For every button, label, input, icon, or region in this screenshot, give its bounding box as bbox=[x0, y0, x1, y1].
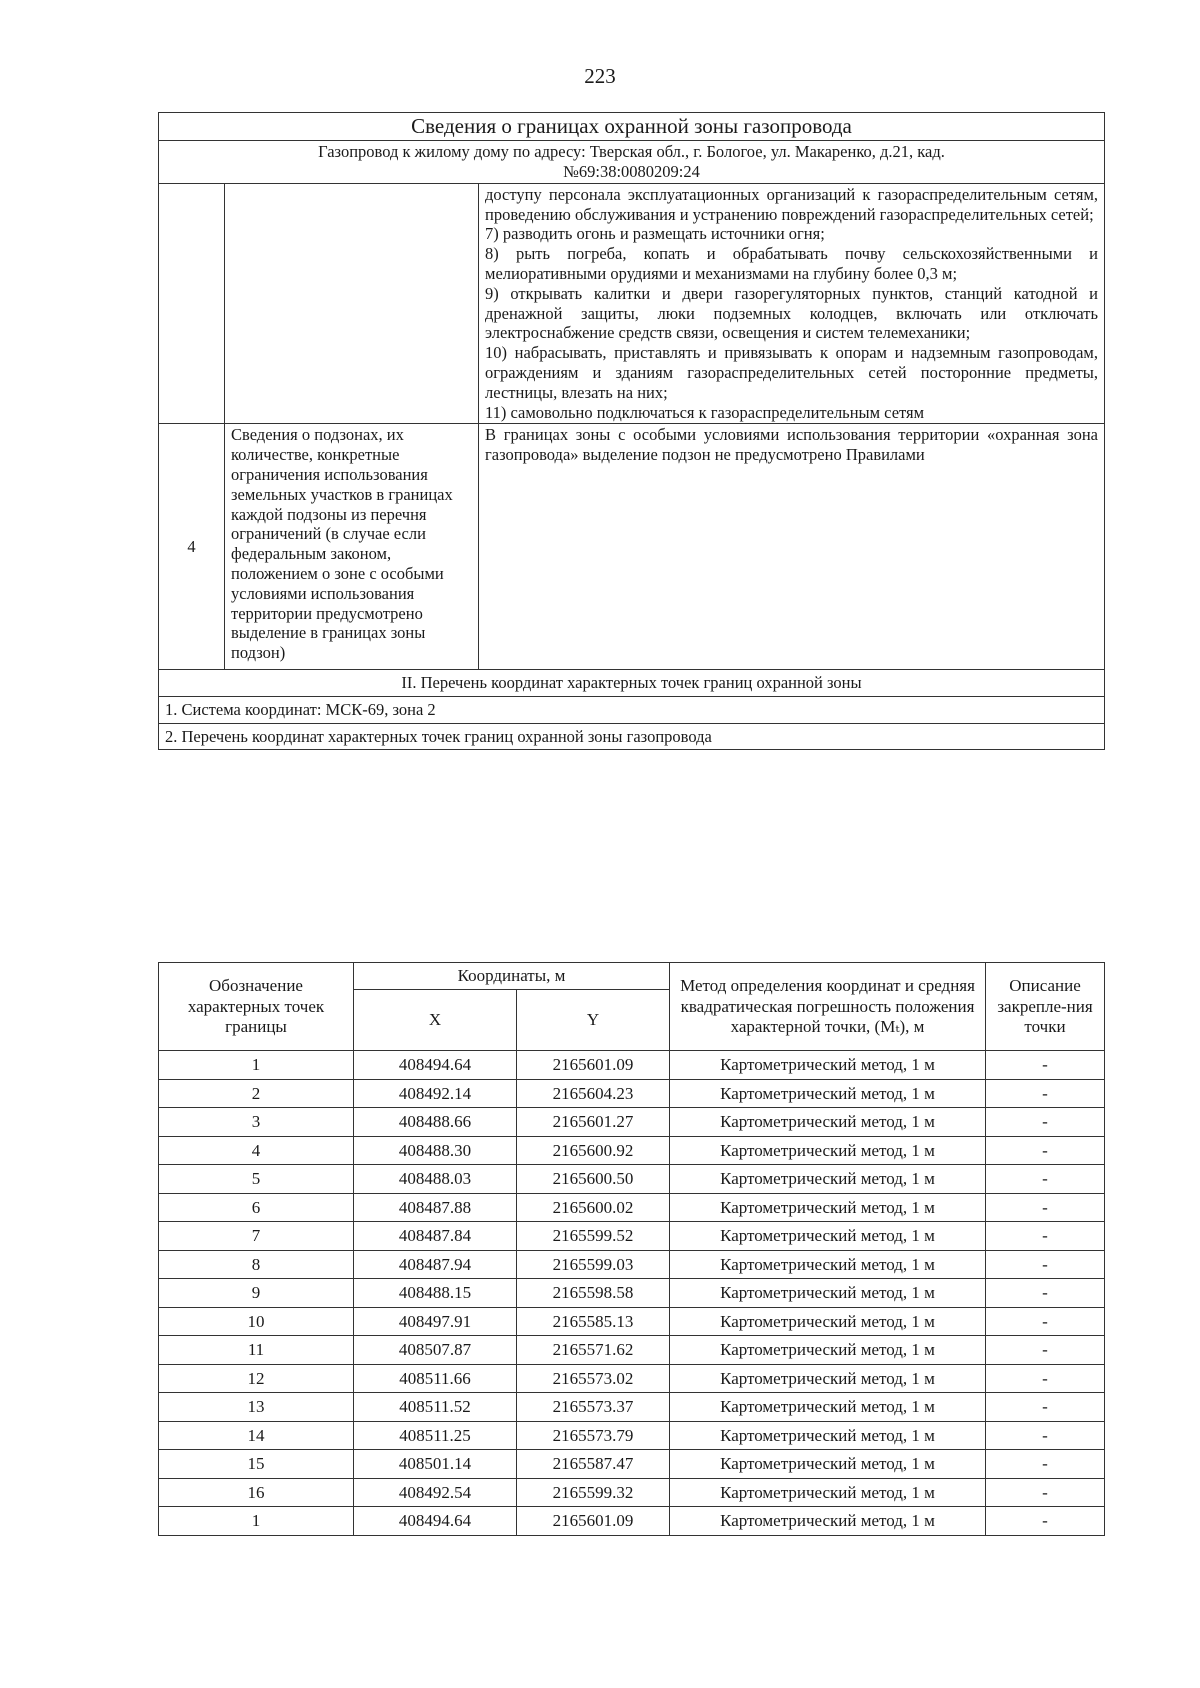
x-coordinate-cell: 408488.15 bbox=[354, 1279, 517, 1308]
point-number-cell: 13 bbox=[159, 1393, 354, 1422]
x-coordinate-cell: 408488.66 bbox=[354, 1108, 517, 1137]
restriction-line: 8) рыть погреба, копать и обрабатывать почву сельскохозяйственными и мелиоративными орудиями и механизмами на глубину более 0,3 м; bbox=[485, 244, 1099, 283]
x-coordinate-cell: 408511.66 bbox=[354, 1364, 517, 1393]
header-x: X bbox=[354, 990, 517, 1051]
method-cell: Картометрический метод, 1 м bbox=[670, 1279, 986, 1308]
method-cell: Картометрический метод, 1 м bbox=[670, 1364, 986, 1393]
x-coordinate-cell: 408492.14 bbox=[354, 1079, 517, 1108]
method-cell: Картометрический метод, 1 м bbox=[670, 1108, 986, 1137]
header-description: Описание закрепле-ния точки bbox=[986, 963, 1105, 1051]
description-cell: - bbox=[986, 1193, 1105, 1222]
description-cell: - bbox=[986, 1393, 1105, 1422]
y-coordinate-cell: 2165601.09 bbox=[517, 1051, 670, 1080]
y-coordinate-cell: 2165571.62 bbox=[517, 1336, 670, 1365]
y-coordinate-cell: 2165600.50 bbox=[517, 1165, 670, 1194]
table-row bbox=[159, 1165, 1105, 1194]
table-row bbox=[159, 1507, 1105, 1536]
subzones-value bbox=[479, 424, 1105, 670]
point-number-cell: 1 bbox=[159, 1507, 354, 1536]
x-coordinate-cell: 408487.94 bbox=[354, 1250, 517, 1279]
x-coordinate-cell: 408488.03 bbox=[354, 1165, 517, 1194]
table-row bbox=[159, 1279, 1105, 1308]
point-number-cell: 16 bbox=[159, 1478, 354, 1507]
coordinates-list-title: 2. Перечень координат характерных точек границ охранной зоны газопровода bbox=[159, 723, 1105, 750]
table-row bbox=[159, 1450, 1105, 1479]
table-row bbox=[159, 1478, 1105, 1507]
y-coordinate-cell: 2165573.79 bbox=[517, 1421, 670, 1450]
description-cell: - bbox=[986, 1108, 1105, 1137]
point-number-cell: 8 bbox=[159, 1250, 354, 1279]
point-number-cell: 14 bbox=[159, 1421, 354, 1450]
gas-pipeline-address bbox=[159, 141, 1105, 184]
y-coordinate-cell: 2165601.09 bbox=[517, 1507, 670, 1536]
point-number-cell: 10 bbox=[159, 1307, 354, 1336]
y-coordinate-cell: 2165573.02 bbox=[517, 1364, 670, 1393]
y-coordinate-cell: 2165587.47 bbox=[517, 1450, 670, 1479]
point-number-cell: 7 bbox=[159, 1222, 354, 1251]
description-cell: - bbox=[986, 1051, 1105, 1080]
table-row bbox=[159, 1250, 1105, 1279]
description-cell: - bbox=[986, 1478, 1105, 1507]
method-cell: Картометрический метод, 1 м bbox=[670, 1051, 986, 1080]
document-title: Сведения о границах охранной зоны газопровода bbox=[159, 113, 1105, 141]
table-row bbox=[159, 1079, 1105, 1108]
table-row bbox=[159, 1364, 1105, 1393]
x-coordinate-cell: 408511.52 bbox=[354, 1393, 517, 1422]
restrictions-number-cell bbox=[159, 183, 225, 424]
restriction-line: 10) набрасывать, приставлять и привязывать к опорам и надземным газопроводам, ограждениям и зданиям газораспределительных сетей посторонние предметы, лестницы, влезать на них; bbox=[485, 343, 1099, 402]
method-cell: Картометрический метод, 1 м bbox=[670, 1136, 986, 1165]
point-number-cell: 12 bbox=[159, 1364, 354, 1393]
point-number-cell: 11 bbox=[159, 1336, 354, 1365]
point-number-cell: 5 bbox=[159, 1165, 354, 1194]
x-coordinate-cell: 408511.25 bbox=[354, 1421, 517, 1450]
x-coordinate-cell: 408507.87 bbox=[354, 1336, 517, 1365]
y-coordinate-cell: 2165600.02 bbox=[517, 1193, 670, 1222]
description-cell: - bbox=[986, 1421, 1105, 1450]
method-cell: Картометрический метод, 1 м bbox=[670, 1478, 986, 1507]
cadastral-number: №69:38:0080209:24 bbox=[563, 161, 700, 181]
method-cell: Картометрический метод, 1 м bbox=[670, 1507, 986, 1536]
y-coordinate-cell: 2165573.37 bbox=[517, 1393, 670, 1422]
table-row bbox=[159, 1222, 1105, 1251]
table-row bbox=[159, 1336, 1105, 1365]
y-coordinate-cell: 2165598.58 bbox=[517, 1279, 670, 1308]
method-cell: Картометрический метод, 1 м bbox=[670, 1393, 986, 1422]
method-cell: Картометрический метод, 1 м bbox=[670, 1421, 986, 1450]
table-row bbox=[159, 1136, 1105, 1165]
description-cell: - bbox=[986, 1250, 1105, 1279]
restrictions-row bbox=[159, 183, 1105, 424]
description-cell: - bbox=[986, 1307, 1105, 1336]
restriction-line: доступу персонала эксплуатационных организаций к газораспределительным сетям, проведению обслуживания и устранению повреждений газораспределительных сетей; bbox=[485, 184, 1099, 224]
subzones-row bbox=[159, 424, 1105, 670]
restriction-line: 9) открывать калитки и двери газорегуляторных пунктов, станций катодной и дренажной защиты, люки подземных колодцев, включать или отключать электроснабжение средств связи, освещения и систем телемеханики; bbox=[485, 283, 1099, 343]
point-number-cell: 4 bbox=[159, 1136, 354, 1165]
description-cell: - bbox=[986, 1079, 1105, 1108]
y-coordinate-cell: 2165604.23 bbox=[517, 1079, 670, 1108]
method-cell: Картометрический метод, 1 м bbox=[670, 1165, 986, 1194]
description-cell: - bbox=[986, 1222, 1105, 1251]
method-cell: Картометрический метод, 1 м bbox=[670, 1336, 986, 1365]
method-cell: Картометрический метод, 1 м bbox=[670, 1450, 986, 1479]
x-coordinate-cell: 408501.14 bbox=[354, 1450, 517, 1479]
coordinate-system: 1. Система координат: МСК-69, зона 2 bbox=[159, 696, 1105, 723]
description-cell: - bbox=[986, 1279, 1105, 1308]
header-coordinates: Координаты, м bbox=[354, 963, 670, 990]
page-number: 223 bbox=[584, 64, 616, 88]
description-cell: - bbox=[986, 1364, 1105, 1393]
header-y: Y bbox=[517, 990, 670, 1051]
point-number-cell: 2 bbox=[159, 1079, 354, 1108]
description-cell: - bbox=[986, 1336, 1105, 1365]
x-coordinate-cell: 408497.91 bbox=[354, 1307, 517, 1336]
address-line-1: Газопровод к жилому дому по адресу: Тверская обл., г. Бологое, ул. Макаренко, д.21, кад. bbox=[318, 142, 945, 162]
restriction-line: 11) самовольно подключаться к газораспределительным сетям bbox=[485, 402, 925, 422]
restrictions-text bbox=[479, 183, 1105, 424]
point-number-cell: 3 bbox=[159, 1108, 354, 1137]
description-cell: - bbox=[986, 1507, 1105, 1536]
x-coordinate-cell: 408487.88 bbox=[354, 1193, 517, 1222]
table-row bbox=[159, 1193, 1105, 1222]
zone-info-table bbox=[158, 112, 1105, 750]
y-coordinate-cell: 2165599.03 bbox=[517, 1250, 670, 1279]
method-cell: Картометрический метод, 1 м bbox=[670, 1079, 986, 1108]
restriction-line: 7) разводить огонь и размещать источники огня; bbox=[485, 224, 825, 244]
method-cell: Картометрический метод, 1 м bbox=[670, 1222, 986, 1251]
section-2-title: II. Перечень координат характерных точек границ охранной зоны bbox=[159, 669, 1105, 696]
subzones-label: Сведения о подзонах, их количестве, конкретные ограничения использования земельных участков в границах каждой подзоны из перечня ограничений (в случае если федеральным законом, положением о зоне с особыми условиями использования территории предусмотрено выделение в границах зоны подзон) bbox=[225, 424, 479, 670]
x-coordinate-cell: 408488.30 bbox=[354, 1136, 517, 1165]
restrictions-label-cell bbox=[225, 183, 479, 424]
point-number-cell: 15 bbox=[159, 1450, 354, 1479]
description-cell: - bbox=[986, 1165, 1105, 1194]
x-coordinate-cell: 408494.64 bbox=[354, 1507, 517, 1536]
header-point: Обозначение характерных точек границы bbox=[159, 963, 354, 1051]
coordinates-table bbox=[158, 962, 1105, 1536]
table-row bbox=[159, 1307, 1105, 1336]
coordinates-rows bbox=[159, 1051, 1105, 1536]
y-coordinate-cell: 2165585.13 bbox=[517, 1307, 670, 1336]
method-cell: Картометрический метод, 1 м bbox=[670, 1250, 986, 1279]
table-row bbox=[159, 1108, 1105, 1137]
point-number-cell: 1 bbox=[159, 1051, 354, 1080]
description-cell: - bbox=[986, 1136, 1105, 1165]
x-coordinate-cell: 408494.64 bbox=[354, 1051, 517, 1080]
point-number-cell: 6 bbox=[159, 1193, 354, 1222]
y-coordinate-cell: 2165600.92 bbox=[517, 1136, 670, 1165]
point-number-cell: 9 bbox=[159, 1279, 354, 1308]
method-cell: Картометрический метод, 1 м bbox=[670, 1307, 986, 1336]
x-coordinate-cell: 408487.84 bbox=[354, 1222, 517, 1251]
x-coordinate-cell: 408492.54 bbox=[354, 1478, 517, 1507]
y-coordinate-cell: 2165599.32 bbox=[517, 1478, 670, 1507]
subzones-value-text: В границах зоны с особыми условиями использования территории «охранная зона газопровода» выделение подзон не предусмотрено Правилами bbox=[485, 425, 1099, 465]
y-coordinate-cell: 2165599.52 bbox=[517, 1222, 670, 1251]
table-row bbox=[159, 1393, 1105, 1422]
header-method: Метод определения координат и средняя квадратическая погрешность положения характерной точки, (Mₜ), м bbox=[670, 963, 986, 1051]
description-cell: - bbox=[986, 1450, 1105, 1479]
table-row bbox=[159, 1051, 1105, 1080]
method-cell: Картометрический метод, 1 м bbox=[670, 1193, 986, 1222]
y-coordinate-cell: 2165601.27 bbox=[517, 1108, 670, 1137]
table-row bbox=[159, 1421, 1105, 1450]
row-number: 4 bbox=[159, 424, 225, 670]
